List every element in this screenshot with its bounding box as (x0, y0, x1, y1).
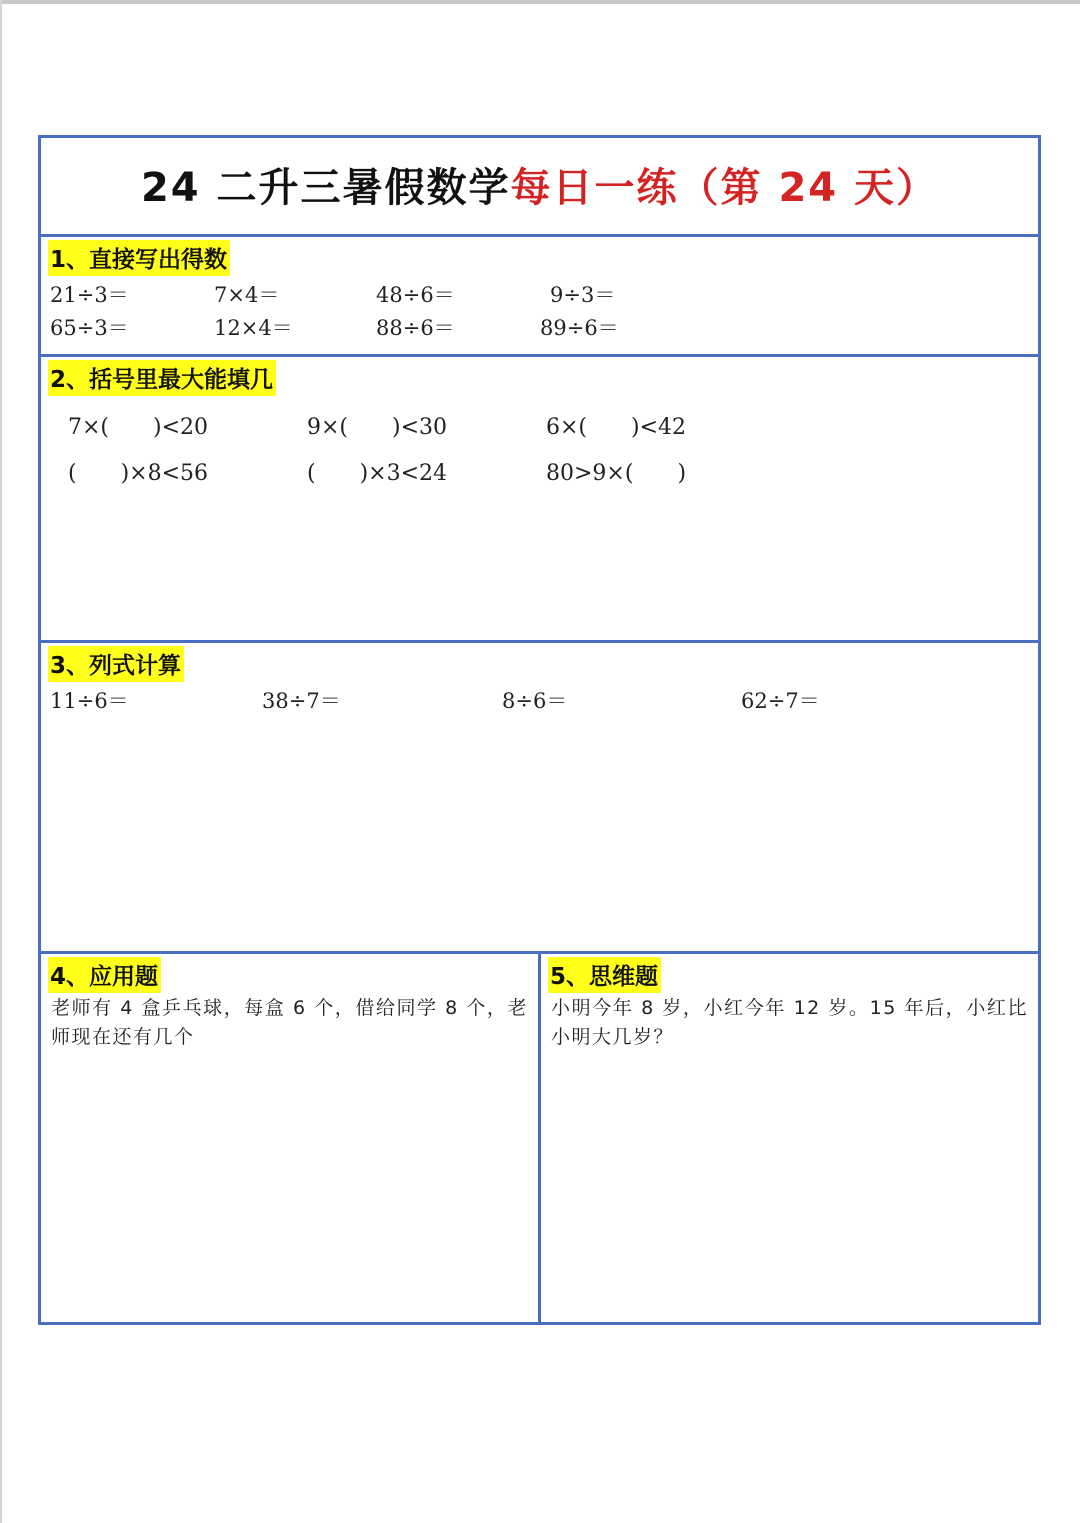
question-item: ( )×8<56 (68, 461, 209, 486)
page-edge (0, 0, 2, 1523)
section-calculation (41, 643, 1038, 954)
title-row (41, 138, 1038, 237)
title-highlight: 每日一练（第 24 天） (510, 165, 939, 211)
section-thinking-problem (541, 954, 1038, 1325)
question-item: 6×( )<42 (546, 415, 687, 440)
question-item: 65÷3＝ (50, 316, 129, 340)
question-item: 9÷3＝ (550, 283, 616, 307)
question-item: 7×( )<20 (68, 415, 209, 440)
question-item: 88÷6＝ (376, 316, 455, 340)
question-item: 8÷6＝ (502, 689, 568, 713)
section-direct-answers (41, 237, 1038, 357)
section-problems (41, 954, 1038, 1325)
question-item: 89÷6＝ (540, 316, 619, 340)
section-fill-brackets (41, 357, 1038, 643)
page-title (41, 156, 1038, 213)
section4-heading: 4、应用题 (48, 957, 161, 993)
section5-heading: 5、思维题 (548, 957, 661, 993)
question-item: 80>9×( ) (546, 461, 687, 486)
title-main: 24 二升三暑假数学 (140, 165, 511, 211)
question-item: 48÷6＝ (376, 283, 455, 307)
thinking-problem-text: 小明今年 8 岁，小红今年 12 岁。15 年后，小红比小明大几岁？ (551, 997, 1028, 1048)
section3-heading: 3、列式计算 (48, 646, 184, 682)
question-item: 9×( )<30 (307, 415, 448, 440)
section2-heading: 2、括号里最大能填几 (48, 360, 276, 396)
question-item: 21÷3＝ (50, 283, 129, 307)
word-problem-text: 老师有 4 盒乒乓球，每盒 6 个，借给同学 8 个，老师现在还有几个 (51, 997, 528, 1048)
top-bar (0, 0, 1080, 4)
section1-heading: 1、直接写出得数 (48, 240, 230, 276)
question-item: ( )×3<24 (307, 461, 448, 486)
section-word-problem (41, 954, 541, 1325)
question-item: 62÷7＝ (741, 689, 820, 713)
question-item: 7×4＝ (214, 283, 280, 307)
question-item: 11÷6＝ (50, 689, 129, 713)
question-item: 12×4＝ (214, 316, 293, 340)
worksheet (38, 135, 1041, 1325)
question-item: 38÷7＝ (262, 689, 341, 713)
